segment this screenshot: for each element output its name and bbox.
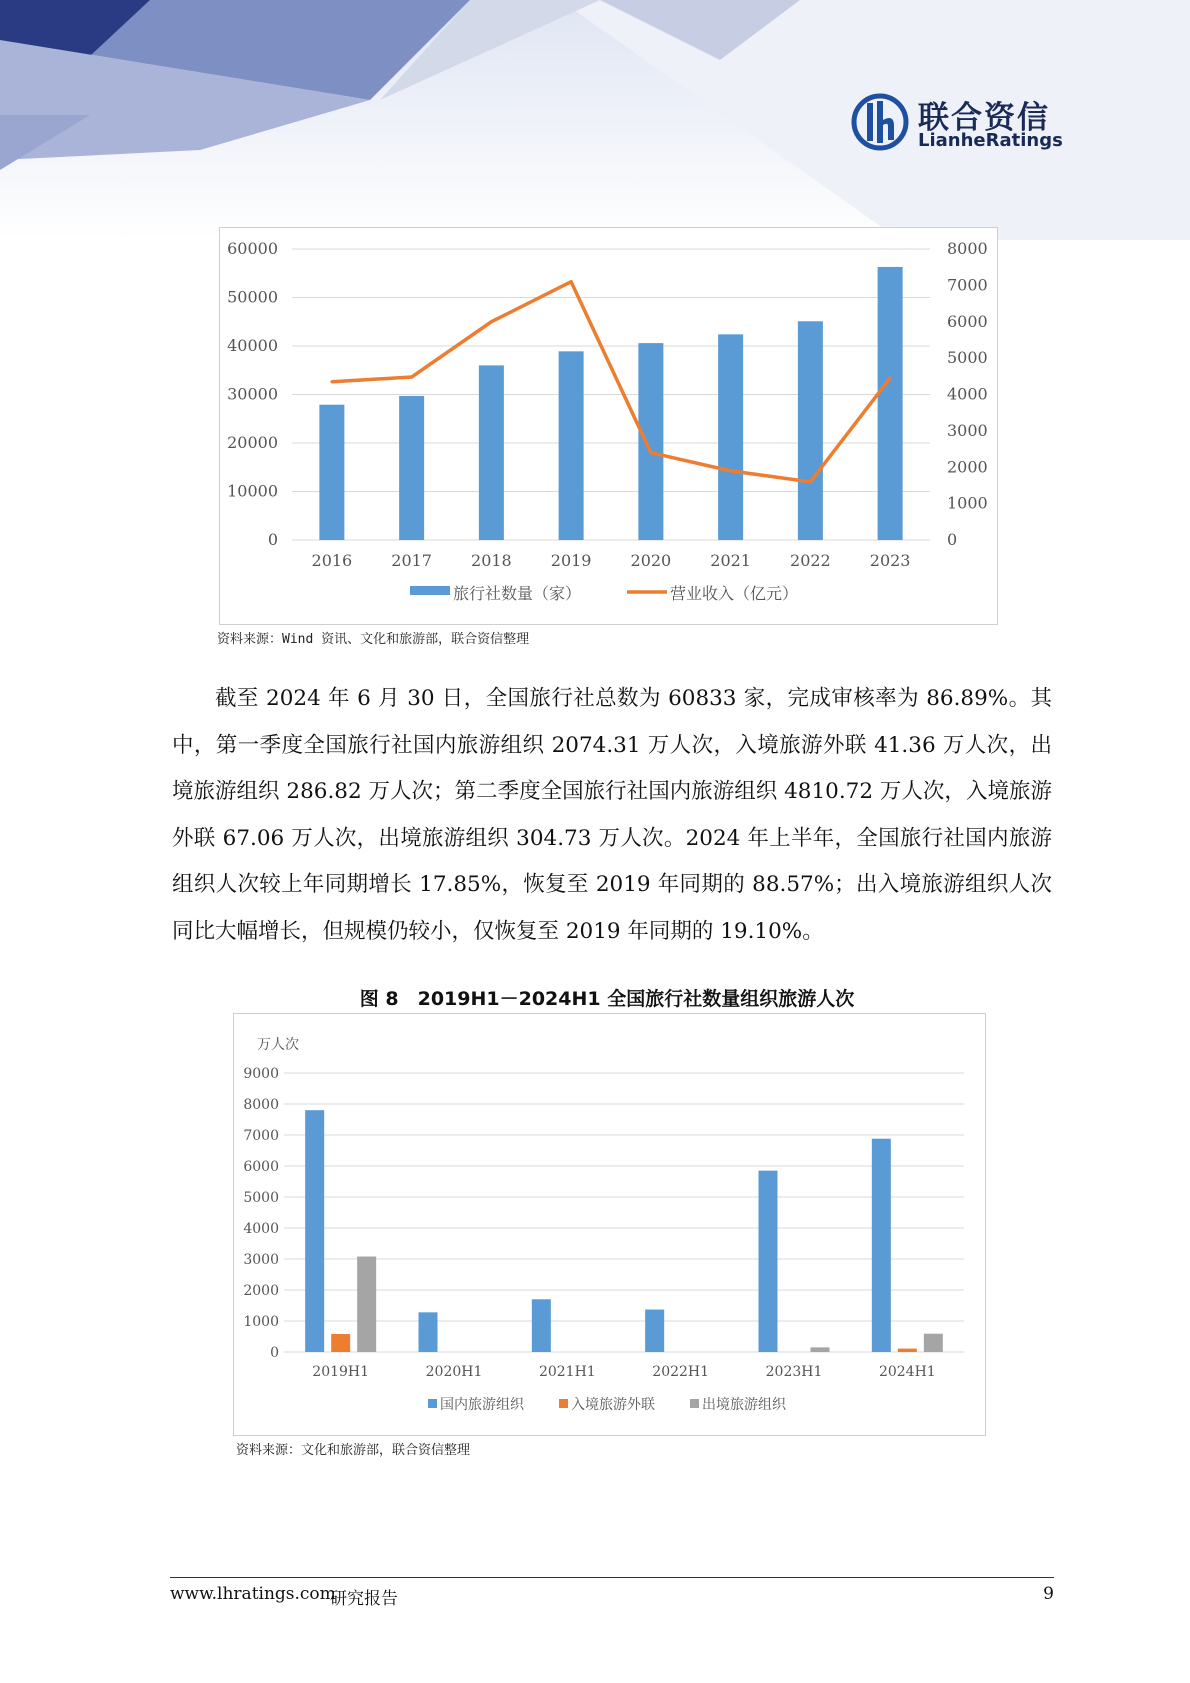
figure8-source: 资料来源：文化和旅游部，联合资信整理 xyxy=(236,1443,471,1458)
bar-outbound xyxy=(357,1257,376,1352)
logo-english-name: LianheRatings xyxy=(918,130,1063,151)
y-tick-label: 6000 xyxy=(243,1159,279,1175)
chart-agencies-revenue-svg xyxy=(220,228,997,624)
x-tick-label: 2022H1 xyxy=(652,1364,710,1380)
y-tick-label: 8000 xyxy=(243,1097,279,1113)
footer-divider xyxy=(170,1577,1054,1578)
bar-agencies xyxy=(559,351,584,540)
legend-domestic-swatch xyxy=(428,1399,437,1408)
y-tick-label: 3000 xyxy=(243,1252,279,1268)
legend-label-agencies: 旅行社数量（家） xyxy=(453,584,582,603)
x-tick-label: 2023 xyxy=(869,551,911,570)
legend-inbound-label: 入境旅游外联 xyxy=(571,1397,655,1413)
bar-outbound xyxy=(924,1334,943,1352)
x-tick-label: 2018 xyxy=(471,551,512,570)
x-tick-label: 2024H1 xyxy=(878,1364,936,1380)
body-text xyxy=(172,676,1052,955)
x-tick-label: 2020 xyxy=(630,551,672,570)
y-left-tick-label: 30000 xyxy=(227,384,278,404)
bar-domestic xyxy=(419,1312,438,1352)
y-left-tick-label: 40000 xyxy=(227,336,278,355)
point-revenue xyxy=(889,377,892,380)
bar-agencies xyxy=(479,365,504,540)
x-tick-label: 2020H1 xyxy=(425,1364,483,1380)
y-left-tick-label: 0 xyxy=(267,530,278,549)
logo-mark-icon xyxy=(850,92,910,152)
legend-inbound-swatch xyxy=(559,1399,568,1408)
legend-swatch-agencies xyxy=(410,586,450,595)
y-tick-label: 1000 xyxy=(243,1314,279,1330)
y-right-tick-label: 5000 xyxy=(947,348,988,368)
point-revenue xyxy=(729,469,732,472)
y-left-tick-label: 60000 xyxy=(227,239,278,258)
bar-domestic xyxy=(645,1310,664,1352)
chart1-source: 资料来源：Wind 资讯、文化和旅游部，联合资信整理 xyxy=(217,632,530,647)
y-right-tick-label: 3000 xyxy=(947,420,988,440)
chart-agencies-revenue xyxy=(219,227,998,625)
x-tick-label: 2019 xyxy=(550,551,592,570)
body-paragraph: 截至 2024 年 6 月 30 日，全国旅行社总数为 60833 家，完成审核率为 86.89%。其中，第一季度全国旅行社国内旅游组织 2074.31 万人次，入境旅游外联 41.36 万人次，出境旅游组织 286.82 万人次；第二季度全国旅行社国内旅游组织 4810.72 万人次，入境旅游外联 67.06 万人次，出境旅游组织 304.73 万人次。2024 年上半年，全国旅行社国内旅游组织人次较上年同期增长 17.85%，恢复至 2019 年同期的 88.57%；出入境旅游组织人次同比大幅增长，但规模仍较小，仅恢复至 2019 年同期的 19.10%。 xyxy=(172,686,1052,944)
bar-agencies xyxy=(878,267,903,540)
legend-outbound-label: 出境旅游组织 xyxy=(702,1397,786,1413)
chart-tourist-trips xyxy=(233,1013,986,1436)
legend-domestic-label: 国内旅游组织 xyxy=(440,1397,524,1413)
figure8-title: 图 8 2019H1－2024H1 全国旅行社数量组织旅游人次 xyxy=(359,988,855,1010)
footer-report-label: 研究报告 xyxy=(330,1589,398,1609)
y-left-tick-label: 10000 xyxy=(227,481,278,501)
x-tick-label: 2021 xyxy=(710,551,751,570)
brand-logo xyxy=(850,92,1070,158)
chart-tourist-trips-svg xyxy=(234,1014,985,1435)
y-right-tick-label: 0 xyxy=(947,530,958,549)
y-tick-label: 9000 xyxy=(243,1066,279,1082)
bar-domestic xyxy=(872,1139,891,1352)
legend-label-revenue: 营业收入（亿元） xyxy=(670,584,799,603)
point-revenue xyxy=(649,451,652,454)
bar-inbound xyxy=(331,1334,350,1352)
x-tick-label: 2022 xyxy=(790,551,831,570)
bar-agencies xyxy=(638,343,663,540)
bar-domestic xyxy=(759,1171,778,1352)
point-revenue xyxy=(330,380,333,383)
x-tick-label: 2019H1 xyxy=(312,1364,370,1380)
y-tick-label: 4000 xyxy=(243,1221,279,1237)
y-right-tick-label: 7000 xyxy=(947,275,988,295)
logo-name: 联合资信 xyxy=(918,100,1050,136)
point-revenue xyxy=(809,480,812,483)
bar-agencies xyxy=(798,321,823,540)
footer-website: www.lhratings.com xyxy=(170,1584,336,1604)
y-tick-label: 5000 xyxy=(243,1190,279,1206)
point-revenue xyxy=(410,376,413,379)
bar-agencies xyxy=(319,405,344,540)
legend-outbound-swatch xyxy=(690,1399,699,1408)
y-tick-label: 2000 xyxy=(243,1283,279,1299)
bar-agencies xyxy=(718,334,743,540)
bar-agencies xyxy=(399,396,424,540)
y-right-tick-label: 6000 xyxy=(947,311,988,331)
y-right-tick-label: 1000 xyxy=(947,493,988,513)
y-left-tick-label: 20000 xyxy=(227,433,278,452)
y-right-tick-label: 4000 xyxy=(947,384,988,404)
page-number: 9 xyxy=(1043,1584,1054,1604)
x-tick-label: 2017 xyxy=(391,551,432,570)
y-left-tick-label: 50000 xyxy=(227,287,278,307)
point-revenue xyxy=(490,320,493,323)
bar-domestic xyxy=(532,1299,551,1352)
y-right-tick-label: 8000 xyxy=(947,239,988,258)
y-tick-label: 7000 xyxy=(243,1128,279,1144)
bar-domestic xyxy=(305,1110,324,1352)
x-tick-label: 2016 xyxy=(311,551,353,570)
y-tick-label: 0 xyxy=(270,1345,279,1361)
y-axis-unit-label: 万人次 xyxy=(257,1037,299,1053)
point-revenue xyxy=(570,280,573,283)
x-tick-label: 2021H1 xyxy=(538,1364,596,1380)
y-right-tick-label: 2000 xyxy=(947,457,988,477)
bar-inbound xyxy=(898,1349,917,1352)
x-tick-label: 2023H1 xyxy=(765,1364,823,1380)
bar-outbound xyxy=(811,1347,830,1352)
